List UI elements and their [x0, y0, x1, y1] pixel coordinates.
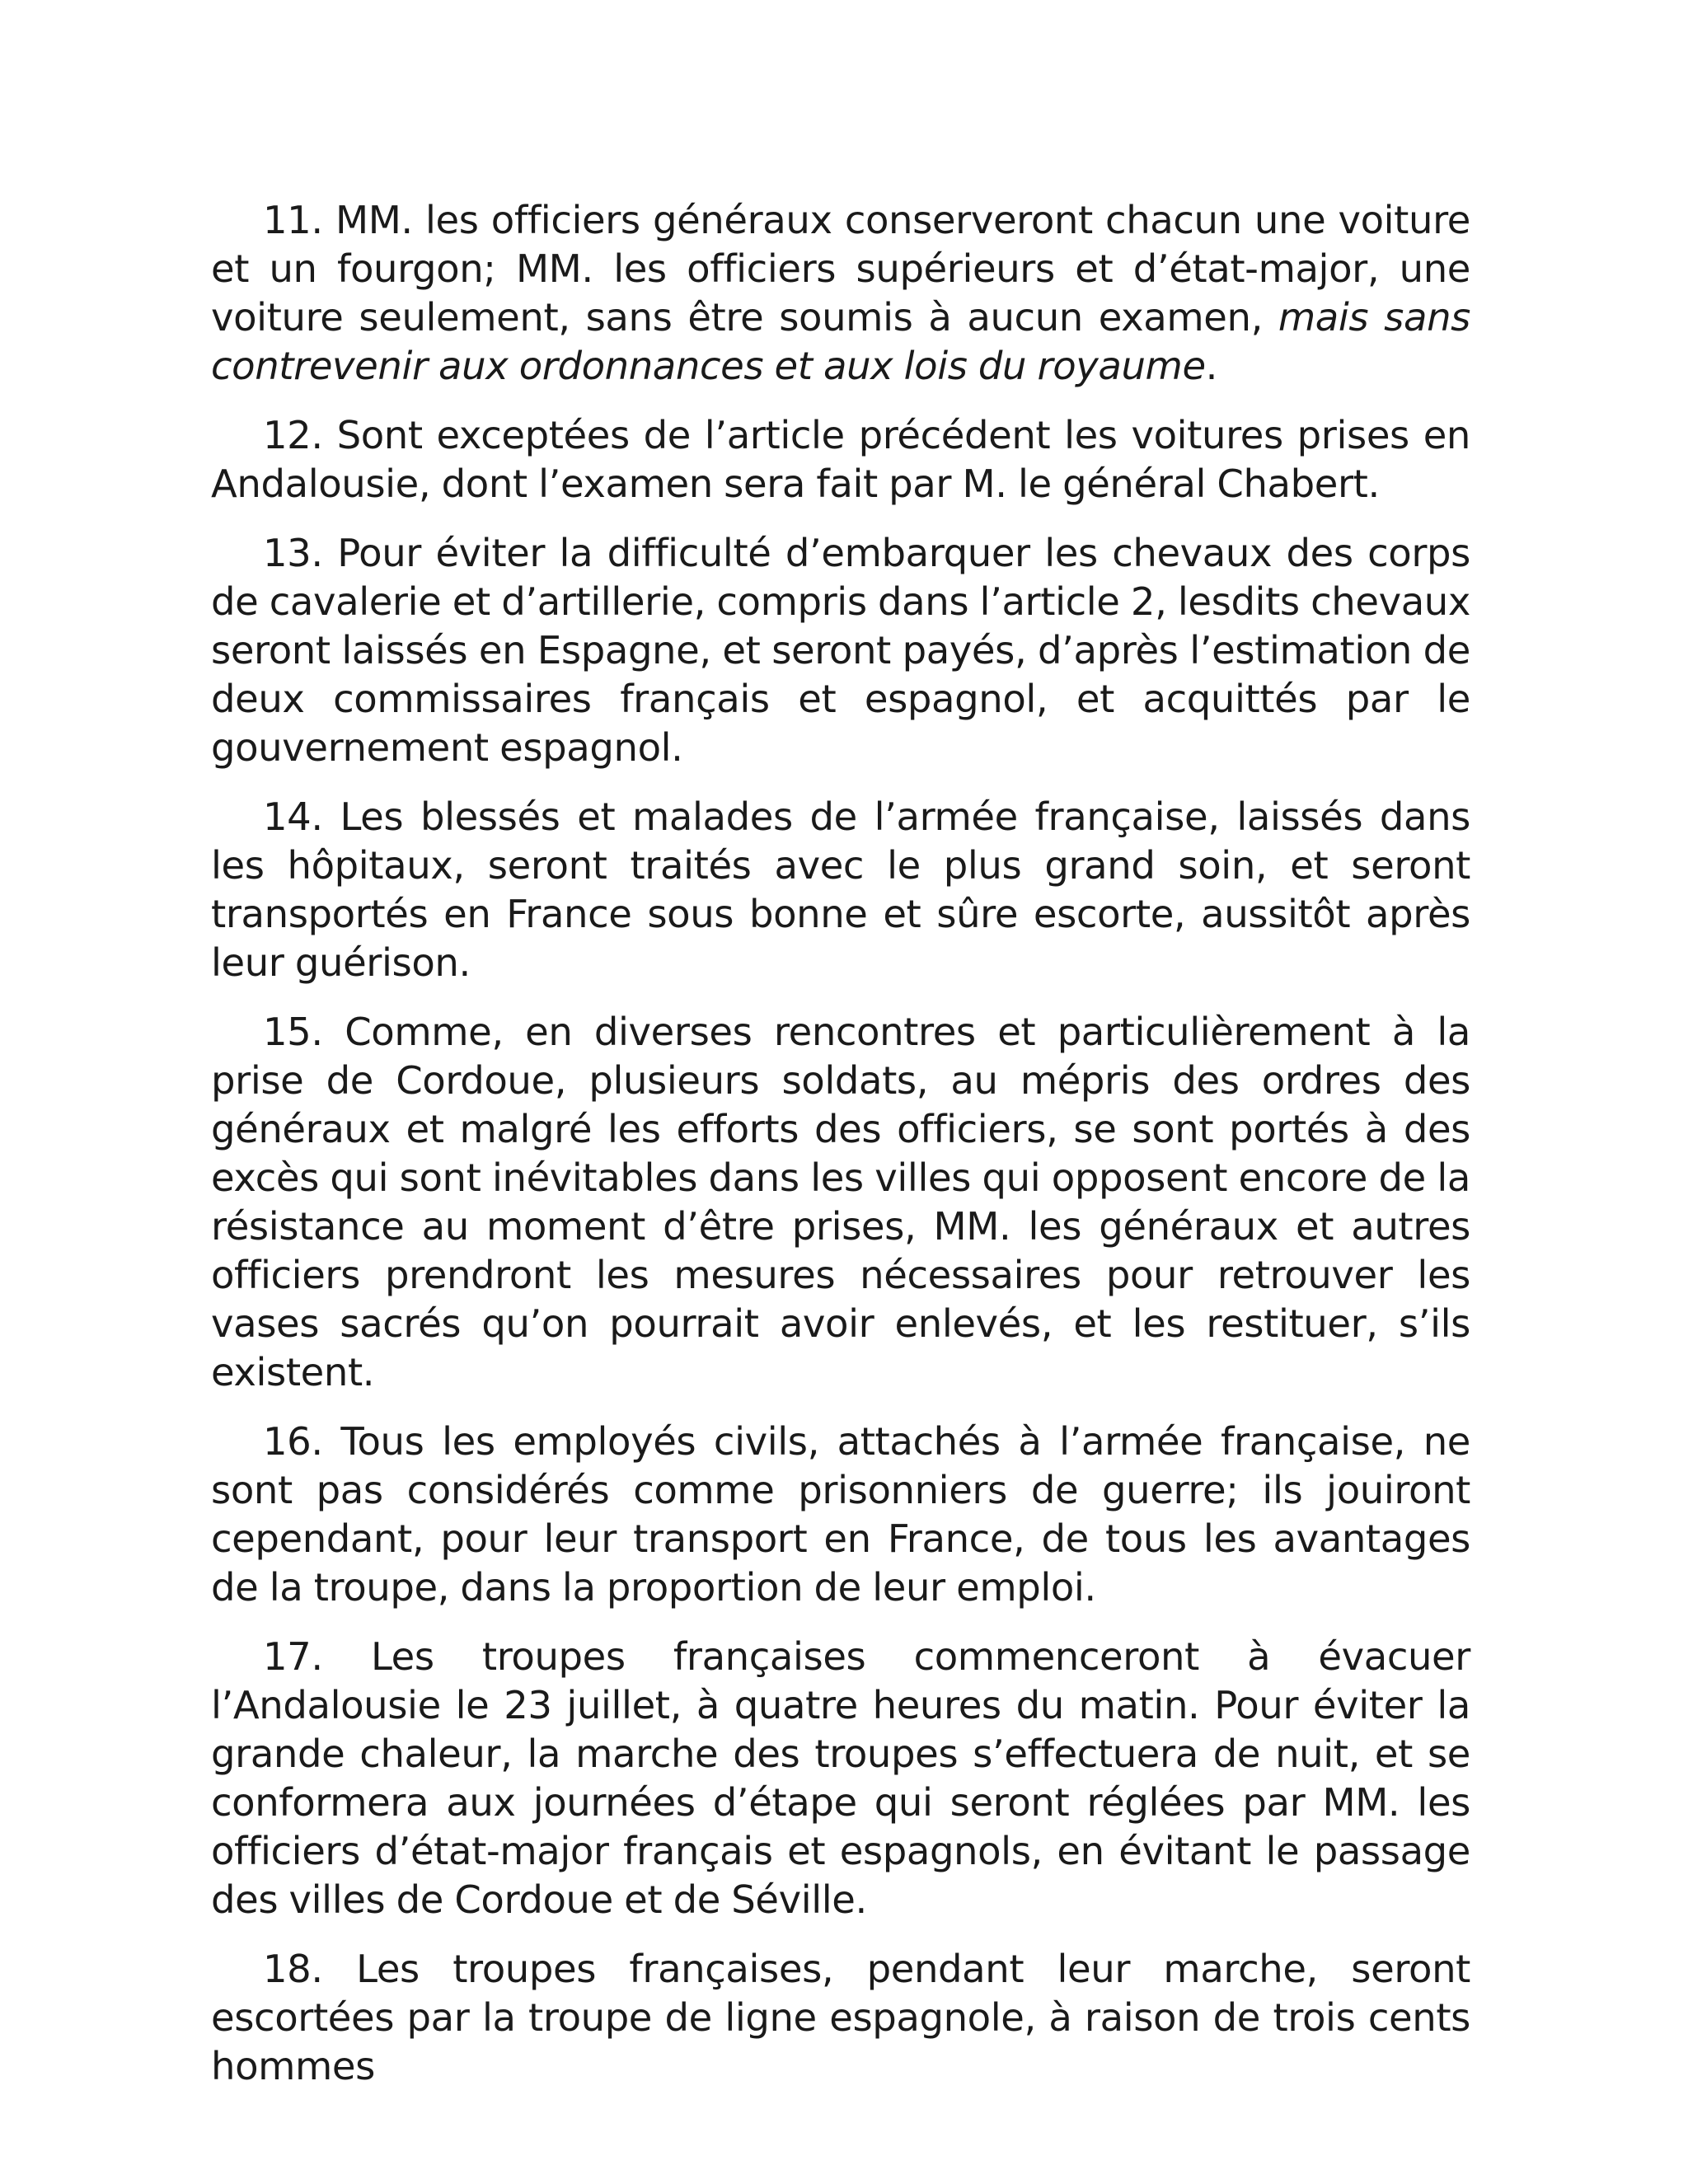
article-12-text: 12. Sont exceptées de l’article précédent les voitures prises en Andalousie, dont l’examen sera fait par M. le général Chabert.: [211, 413, 1470, 506]
article-18-text: 18. Les troupes françaises, pendant leur marche, seront escortées par la troupe de ligne espagnole, à raison de trois cents hommes: [211, 1947, 1470, 2088]
article-16-text: 16. Tous les employés civils, attachés à l’armée française, ne sont pas considérés comme prisonniers de guerre; ils jouiront cependant, pour leur transport en France, de tous les avantages de la troupe, dans la proportion de leur emploi.: [211, 1419, 1470, 1610]
article-11-tail: .: [1205, 344, 1218, 388]
article-11-text: 11. MM. les officiers généraux conserveront chacun une voiture et un fourgon; MM. les officiers supérieurs et d’état-major, une voiture seulement, sans être soumis à aucun examen,: [211, 198, 1470, 340]
article-15-text: 15. Comme, en diverses rencontres et particulièrement à la prise de Cordoue, plusieurs soldats, au mépris des ordres des généraux et malgré les efforts des officiers, se sont portés à des excès qui sont inévitables dans les villes qui opposent encore de la résistance au moment d’être prises, MM. les généraux et autres officiers prendront les mesures nécessaires pour retrouver les vases sacrés qu’on pourrait avoir enlevés, et les restituer, s’ils existent.: [211, 1010, 1470, 1394]
article-11-italic-clause: mais sans contrevenir aux ordonnances et aux lois du royaume: [211, 295, 1470, 388]
article-16: [211, 1418, 1470, 1612]
article-14-text: 14. Les blessés et malades de l’armée française, laissés dans les hôpitaux, seront traités avec le plus grand soin, et seront transportés en France sous bonne et sûre escorte, aussitôt après leur guérison.: [211, 794, 1470, 985]
article-17-text: 17. Les troupes françaises commenceront à évacuer l’Andalousie le 23 juillet, à quatre heures du matin. Pour éviter la grande chaleur, la marche des troupes s’effectuera de nuit, et se conformera aux journées d’étape qui seront réglées par MM. les officiers d’état-major français et espagnols, en évitant le passage des villes de Cordoue et de Séville.: [211, 1634, 1470, 1922]
article-14: [211, 793, 1470, 987]
article-17: [211, 1633, 1470, 1924]
article-13: [211, 529, 1470, 772]
article-15: [211, 1008, 1470, 1397]
article-13-text: 13. Pour éviter la difficulté d’embarquer les chevaux des corps de cavalerie et d’artillerie, compris dans l’article 2, lesdits chevaux seront laissés en Espagne, et seront payés, d’après l’estimation de deux commissaires français et espagnol, et acquittés par le gouvernement espagnol.: [211, 531, 1470, 770]
article-11: [211, 196, 1470, 391]
article-12: [211, 411, 1470, 509]
treaty-articles-text: [211, 196, 1470, 2091]
article-18: [211, 1945, 1470, 2091]
